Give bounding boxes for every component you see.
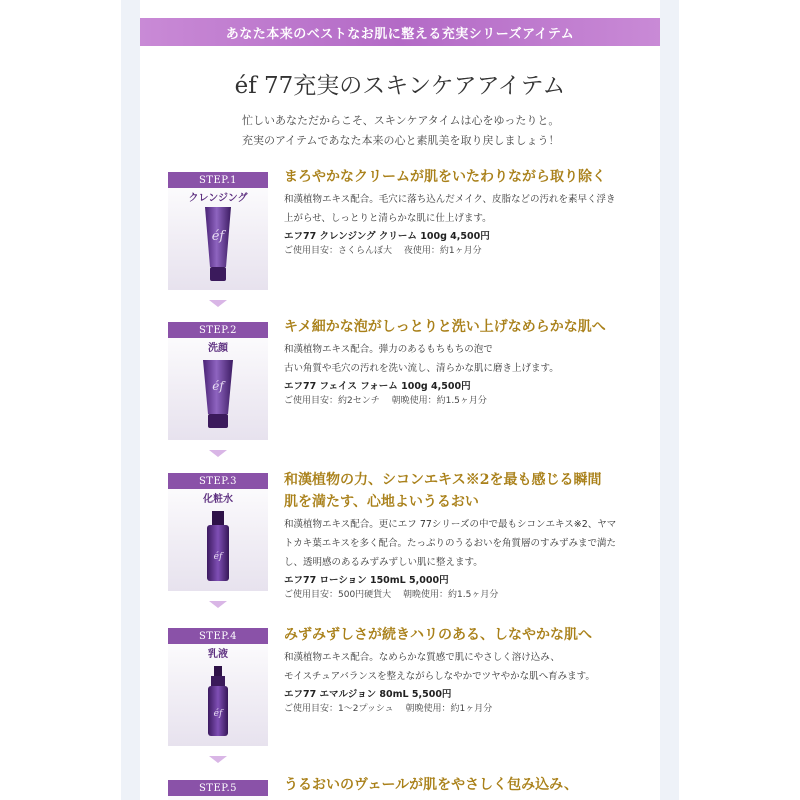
- tube-icon: [168, 322, 268, 440]
- intro-line: 忙しいあなただからこそ、スキンケアタイムは心をゆったりと。: [242, 114, 560, 127]
- step-category: 洗顔: [208, 343, 228, 354]
- page-side-margin-left: [121, 0, 140, 800]
- usage-guide: ご使用目安：約2センチ 朝晩使用：約1.5ヶ月分: [284, 396, 487, 406]
- page-title: éf 77充実のスキンケアアイテム: [234, 73, 566, 99]
- tube-icon: [168, 172, 268, 290]
- series-banner: あなた本来のベストなお肌に整える充実シリーズアイテム: [140, 18, 660, 46]
- step-down-arrow: [209, 450, 227, 457]
- step-thumbnail[interactable]: [168, 473, 268, 591]
- step-label: STEP.4: [168, 628, 268, 644]
- step-category: クレンジング: [188, 193, 248, 204]
- usage-guide: ご使用目安：500円硬貨大 朝晩使用：約1.5ヶ月分: [284, 590, 499, 600]
- pump-bottle-icon: [168, 628, 268, 746]
- step-label: STEP.2: [168, 322, 268, 338]
- step-headline: 肌を満たす、心地よいうるおい: [284, 494, 479, 510]
- step-category: 化粧水: [203, 494, 233, 505]
- step-headline: キメ細かな泡がしっとりと洗い上げなめらかな肌へ: [284, 319, 606, 335]
- step-description-line: 和漢植物エキス配合。なめらかな質感で肌にやさしく溶け込み、: [284, 652, 560, 663]
- page-side-margin-right: [660, 0, 679, 800]
- step-description-line: トカキ葉エキスを多く配合。たっぷりのうるおいを角質層のすみずみまで満た: [284, 538, 617, 549]
- usage-guide: ご使用目安：1〜2プッシュ 朝晩使用：約1ヶ月分: [284, 704, 493, 714]
- step-thumbnail[interactable]: [168, 780, 268, 800]
- step-thumbnail[interactable]: [168, 322, 268, 440]
- step-category: 乳液: [208, 649, 228, 660]
- step-description-line: 和漢植物エキス配合。更にエフ 77シリーズの中で最もシコンエキス※2、ヤマ: [284, 519, 617, 530]
- bottle-icon: [168, 473, 268, 591]
- step-description-line: モイスチュアバランスを整えながらしなやかでツヤやかな肌へ育みます。: [284, 671, 595, 682]
- step-label: STEP.3: [168, 473, 268, 489]
- step-down-arrow: [209, 601, 227, 608]
- step-description-line: 古い角質や毛穴の汚れを洗い流し、清らかな肌に磨き上げます。: [284, 363, 559, 374]
- step-label: STEP.1: [168, 172, 268, 188]
- svg-text:éf: éf: [212, 379, 224, 393]
- usage-guide: ご使用目安：さくらんぼ大 夜使用：約1ヶ月分: [284, 246, 482, 256]
- step-description-line: 和漢植物エキス配合。毛穴に落ち込んだメイク、皮脂などの汚れを素早く浮き: [284, 194, 616, 205]
- content-column: [140, 0, 660, 800]
- step-description-line: し、透明感のあるみずみずしい肌に整えます。: [284, 557, 483, 568]
- step-headline: うるおいのヴェールが肌をやさしく包み込み、: [284, 777, 578, 793]
- step-description-line: 和漢植物エキス配合。弾力のあるもちもちの泡で: [284, 344, 493, 355]
- intro-text: [242, 111, 602, 151]
- step-thumbnail[interactable]: [168, 172, 268, 290]
- svg-text:éf: éf: [211, 229, 225, 244]
- product-name-price: エフ77 ローション 150mL 5,000円: [284, 575, 449, 586]
- intro-line: 充実のアイテムであなた本来の心と素肌美を取り戻しましょう！: [242, 134, 560, 147]
- step-headline: みずみずしさが続きハリのある、しなやかな肌へ: [284, 627, 592, 643]
- step-description-line: 上がらせ、しっとりと清らかな肌に仕上げます。: [284, 213, 492, 224]
- step-label: STEP.5: [168, 780, 268, 796]
- step-headline: まろやかなクリームが肌をいたわりながら取り除く: [284, 169, 606, 185]
- svg-text:éf: éf: [213, 552, 223, 562]
- product-name-price: エフ77 クレンジング クリーム 100g 4,500円: [284, 231, 490, 242]
- product-name-price: エフ77 フェイス フォーム 100g 4,500円: [284, 381, 471, 392]
- step-headline: 和漢植物の力、シコンエキス※2を最も感じる瞬間: [284, 472, 602, 488]
- svg-text:éf: éf: [213, 709, 223, 719]
- step-thumbnail[interactable]: [168, 628, 268, 746]
- product-name-price: エフ77 エマルジョン 80mL 5,500円: [284, 689, 452, 700]
- step-down-arrow: [209, 756, 227, 763]
- step-down-arrow: [209, 300, 227, 307]
